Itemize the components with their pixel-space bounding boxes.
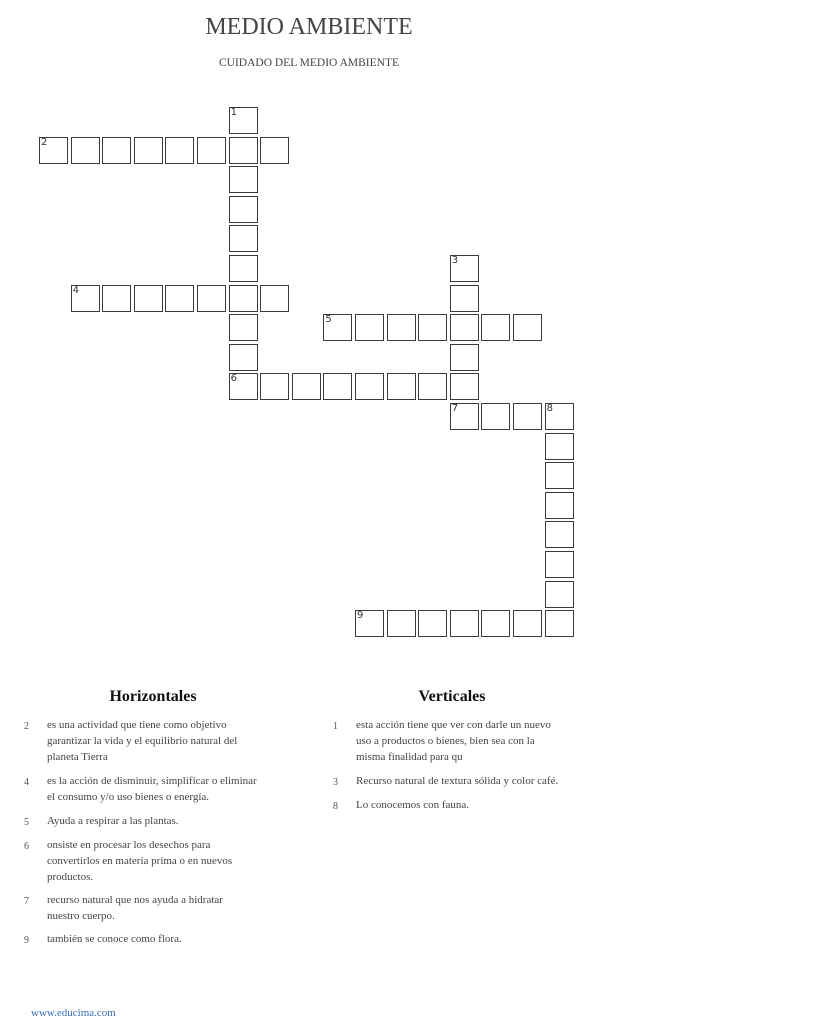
crossword-cell[interactable]	[229, 225, 258, 252]
crossword-cell[interactable]	[197, 285, 226, 312]
clue-text	[356, 773, 558, 789]
clue-number: 8	[333, 801, 338, 812]
crossword-cell[interactable]	[323, 373, 352, 400]
clue-line: uso a productos o bienes, bien sea con la	[356, 735, 535, 747]
crossword-cell[interactable]	[450, 373, 479, 400]
crossword-cell[interactable]	[229, 196, 258, 223]
crossword-cell[interactable]	[229, 344, 258, 371]
crossword-cell[interactable]	[450, 314, 479, 341]
crossword-cell[interactable]	[260, 373, 289, 400]
crossword-cell[interactable]	[545, 610, 574, 637]
clue-number-label: 3	[451, 255, 459, 266]
crossword-cell[interactable]	[102, 285, 131, 312]
clue-number: 5	[24, 817, 29, 828]
crossword-cell[interactable]	[165, 137, 194, 164]
verticales-heading: Verticales	[418, 688, 486, 705]
crossword-cell[interactable]	[481, 403, 510, 430]
clue-line: Lo conocemos con fauna.	[356, 799, 470, 811]
crossword-cell[interactable]	[545, 581, 574, 608]
clue-text	[47, 892, 223, 924]
clue-line: el consumo y/o uso bienes o energía.	[47, 791, 210, 803]
crossword-cell[interactable]	[102, 137, 131, 164]
crossword-cell[interactable]	[355, 314, 384, 341]
crossword-cell[interactable]	[481, 610, 510, 637]
crossword-cell[interactable]	[292, 373, 321, 400]
crossword-cell[interactable]	[197, 137, 226, 164]
crossword-cell[interactable]	[165, 285, 194, 312]
crossword-cell[interactable]	[134, 137, 163, 164]
clue-number: 1	[333, 721, 338, 732]
clue-line: Recurso natural de textura sólida y color café.	[356, 775, 559, 787]
crossword-cell[interactable]	[545, 551, 574, 578]
crossword-cell[interactable]	[387, 373, 416, 400]
horizontales-heading: Horizontales	[109, 688, 197, 705]
clue-text	[47, 813, 179, 829]
clue-line: es una actividad que tiene como objetivo	[47, 719, 227, 731]
crossword-cell[interactable]	[513, 610, 542, 637]
crossword-cell[interactable]	[418, 610, 447, 637]
crossword-cell[interactable]	[513, 314, 542, 341]
page-title: MEDIO AMBIENTE	[205, 14, 413, 40]
crossword-cell[interactable]	[71, 285, 100, 312]
clue-number: 6	[24, 841, 29, 852]
crossword-cell[interactable]	[481, 314, 510, 341]
clue-text	[47, 837, 232, 885]
crossword-cell[interactable]	[513, 403, 542, 430]
clue-line: nuestro cuerpo.	[47, 910, 115, 922]
clue-number-label: 6	[230, 373, 237, 385]
crossword-cell[interactable]	[355, 373, 384, 400]
clue-number-label: 8	[546, 403, 553, 414]
clue-text	[356, 717, 551, 765]
clue-text	[47, 717, 237, 765]
clue-line: planeta Tierra	[47, 751, 108, 763]
crossword-cell[interactable]	[450, 255, 479, 282]
clue-number: 4	[24, 777, 29, 788]
crossword-cell[interactable]	[260, 285, 289, 312]
crossword-cell[interactable]	[387, 610, 416, 637]
crossword-cell[interactable]	[418, 314, 447, 341]
crossword-cell[interactable]	[229, 107, 258, 134]
crossword-cell[interactable]	[71, 137, 100, 164]
clue-line: productos.	[47, 871, 94, 883]
crossword-cell[interactable]	[418, 373, 447, 400]
clue-line: Ayuda a respirar a las plantas.	[47, 815, 179, 827]
clue-text	[47, 931, 182, 947]
crossword-cell[interactable]	[229, 166, 258, 193]
clue-number-label: 2	[41, 136, 48, 148]
clue-number: 7	[24, 896, 29, 907]
clue-line: garantizar la vida y el equilibrio natural del	[47, 735, 238, 747]
crossword-cell[interactable]	[39, 137, 68, 164]
crossword-cell[interactable]	[545, 492, 574, 519]
crossword-cell[interactable]	[450, 403, 479, 430]
crossword-cell[interactable]	[545, 462, 574, 489]
clue-number-label: 4	[72, 284, 79, 296]
clue-number-label: 5	[325, 314, 332, 326]
clue-text	[47, 773, 257, 805]
clue-number: 2	[24, 721, 29, 732]
crossword-cell[interactable]	[450, 344, 479, 371]
clue-line: es la acción de disminuir, simplificar o eliminar	[47, 775, 257, 787]
footer-link[interactable]: www.educima.com	[31, 1007, 116, 1019]
clue-number: 9	[24, 935, 29, 946]
page-subtitle: CUIDADO DEL MEDIO AMBIENTE	[218, 57, 400, 69]
crossword-cell[interactable]	[229, 314, 258, 341]
clue-number-label: 1	[230, 107, 237, 118]
crossword-cell[interactable]	[229, 255, 258, 282]
crossword-cell[interactable]	[387, 314, 416, 341]
crossword-cell[interactable]	[545, 521, 574, 548]
crossword-cell[interactable]	[229, 373, 258, 400]
clue-line: recurso natural que nos ayuda a hidratar	[47, 894, 223, 906]
crossword-cell[interactable]	[134, 285, 163, 312]
crossword-cell[interactable]	[450, 285, 479, 312]
crossword-cell[interactable]	[545, 433, 574, 460]
crossword-cell[interactable]	[260, 137, 289, 164]
crossword-cell[interactable]	[450, 610, 479, 637]
clue-number: 3	[333, 777, 338, 788]
clue-line: convertirlos en materia prima o en nuevos	[47, 855, 233, 867]
crossword-cell[interactable]	[323, 314, 352, 341]
crossword-cell[interactable]	[545, 403, 574, 430]
clue-line: onsiste en procesar los desechos para	[47, 839, 211, 851]
crossword-cell[interactable]	[355, 610, 384, 637]
clue-line: misma finalidad para qu	[356, 751, 463, 763]
clue-line: también se conoce como flora.	[47, 933, 182, 945]
clue-text	[356, 797, 469, 813]
clue-number-label: 7	[451, 403, 459, 414]
crossword-cell[interactable]	[229, 137, 258, 164]
clue-line: esta acción tiene que ver con darle un nuevo	[356, 719, 551, 731]
clue-number-label: 9	[357, 610, 364, 622]
crossword-cell[interactable]	[229, 285, 258, 312]
